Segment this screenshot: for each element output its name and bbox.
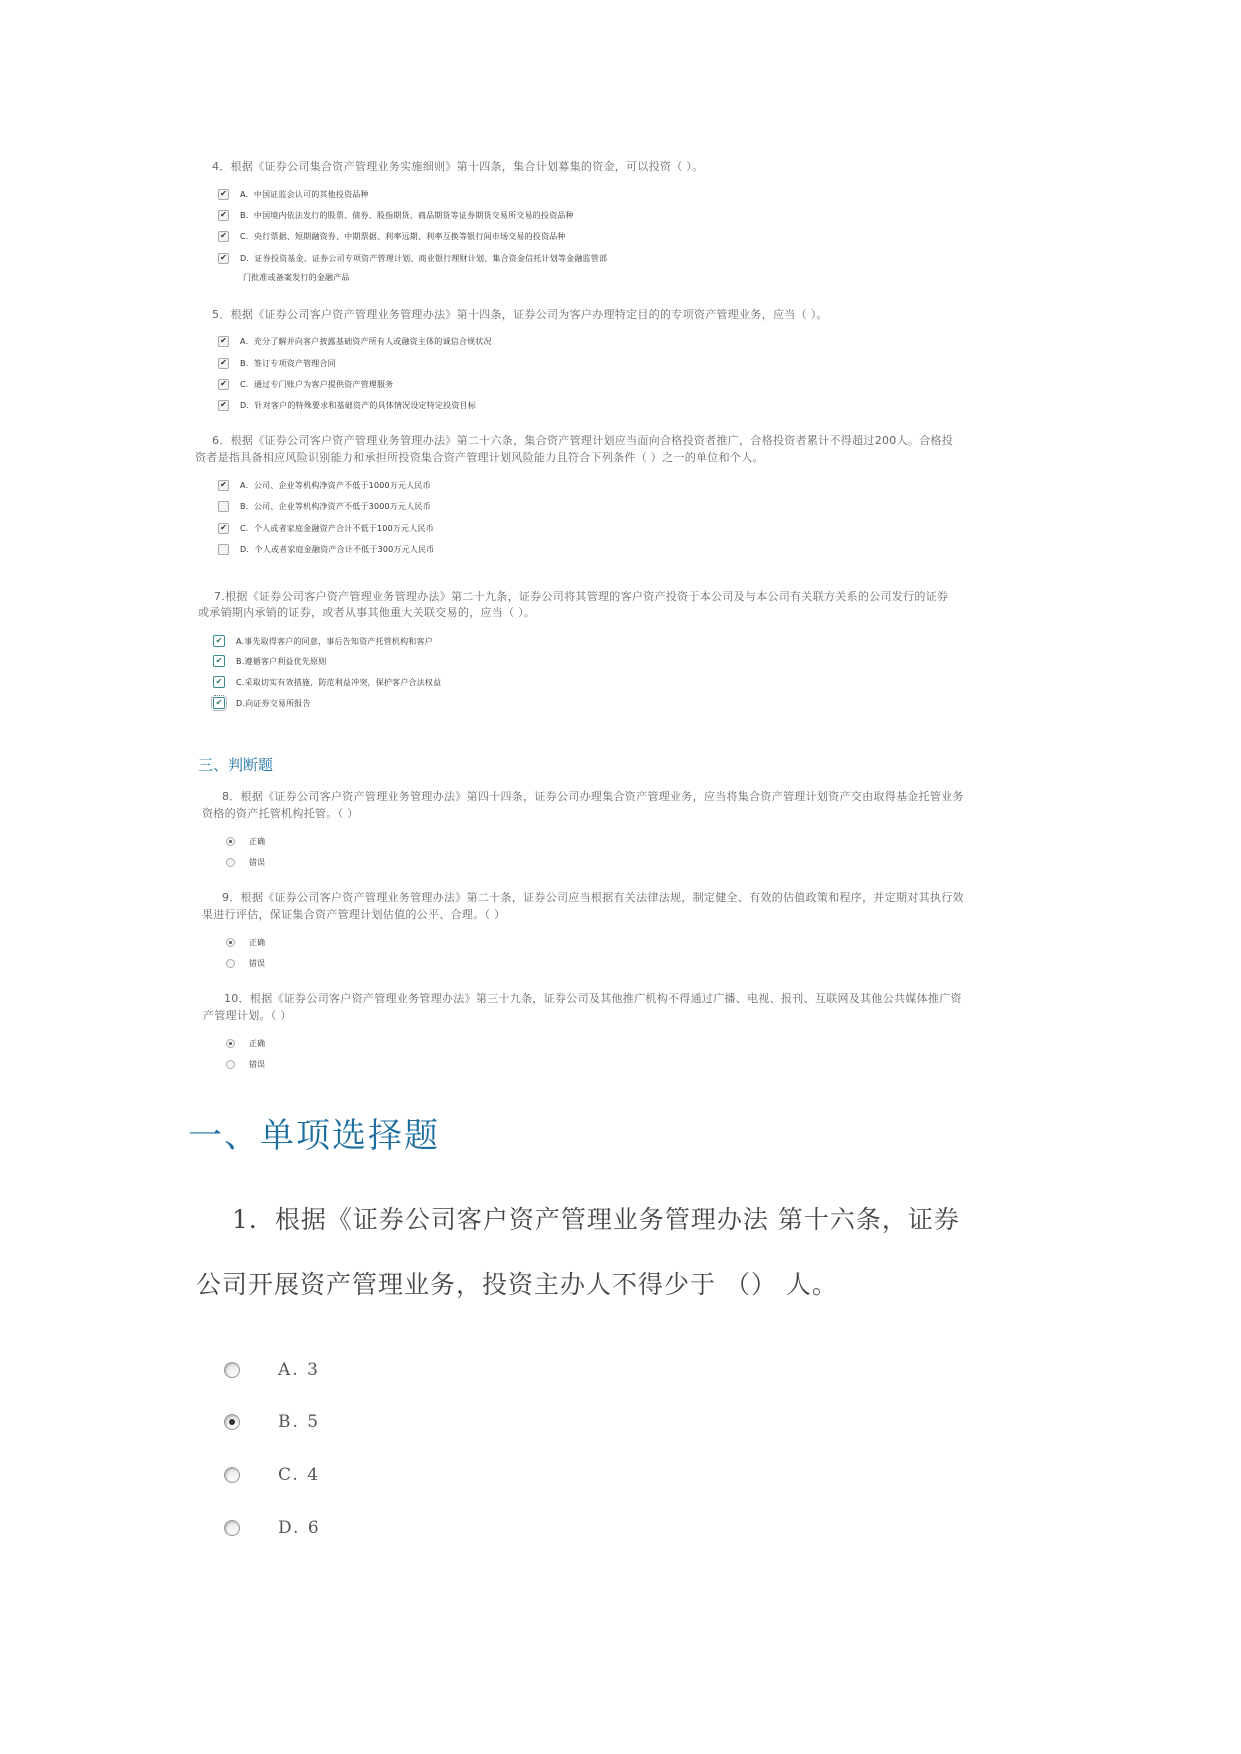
option-label: D．针对客户的特殊要求和基础资产的具体情况设定特定投资目标 — [240, 400, 476, 410]
option-label: B.遵循客户利益优先原则 — [236, 656, 327, 666]
option-label: C. 4 — [278, 1465, 321, 1485]
radio-selected-icon[interactable] — [226, 938, 235, 947]
radio-unselected-icon[interactable] — [226, 858, 235, 867]
question-1-stem-line2: 公司开展资产管理业务，投资主办人不得少于 （） 人。 — [196, 1270, 838, 1299]
checkbox-checked-icon[interactable] — [213, 676, 225, 688]
section-heading-judgement: 三、判断题 — [198, 756, 274, 774]
q7-option-d[interactable] — [213, 696, 311, 710]
question-9-stem-line2: 果进行评估，保证集合资产管理计划估值的公平、合理。（ ） — [202, 908, 506, 921]
checkbox-unchecked-icon[interactable] — [218, 544, 229, 555]
q10-option-false[interactable] — [226, 1057, 265, 1071]
checkbox-checked-focused-icon[interactable] — [213, 697, 225, 709]
q4-option-d-continuation: 门批准或备案发行的金融产品 — [243, 273, 350, 282]
option-label: C.采取切实有效措施，防范利益冲突，保护客户合法权益 — [236, 677, 442, 687]
q8-option-false[interactable] — [226, 855, 265, 869]
option-label: C．通过专门账户为客户提供资产管理服务 — [240, 379, 394, 389]
option-label: D.向证券交易所报告 — [236, 698, 311, 708]
checkbox-checked-icon[interactable] — [218, 336, 229, 347]
question-7-stem-line2: 或承销期内承销的证券，或者从事其他重大关联交易的，应当（ ）。 — [198, 606, 536, 619]
q7-option-a[interactable] — [213, 634, 433, 648]
checkbox-checked-icon[interactable] — [213, 635, 225, 647]
checkbox-unchecked-icon[interactable] — [218, 501, 229, 512]
q5-option-d[interactable] — [218, 398, 476, 412]
q8-option-true[interactable] — [226, 834, 265, 848]
q6-option-a[interactable] — [218, 478, 431, 492]
option-label: B．签订专项资产管理合同 — [240, 358, 336, 368]
option-label: 正确 — [249, 836, 265, 846]
question-8-stem-line2: 资格的资产托管机构托管。（ ） — [202, 807, 359, 820]
option-label: 错误 — [249, 857, 265, 867]
radio-selected-icon[interactable] — [226, 837, 235, 846]
option-label: C．央行票据、短期融资券、中期票据、利率远期、利率互换等银行间市场交易的投资品种 — [240, 231, 566, 241]
question-6-stem-line1: 6．根据《证券公司客户资产管理业务管理办法》第二十六条，集合资产管理计划应当面向合格投资者推广，合格投资者累计不得超过200人。合格投 — [212, 434, 954, 447]
checkbox-checked-icon[interactable] — [218, 189, 229, 200]
q9-option-true[interactable] — [226, 935, 265, 949]
option-label: A．充分了解并向客户披露基础资产所有人或融资主体的诚信合规状况 — [240, 336, 492, 346]
question-10-stem-line1: 10．根据《证券公司客户资产管理业务管理办法》第三十九条，证券公司及其他推广机构不得通过广播、电视、报刊、互联网及其他公共媒体推广资 — [224, 992, 962, 1005]
q7-option-c[interactable] — [213, 675, 441, 689]
checkbox-checked-icon[interactable] — [218, 253, 229, 264]
q5-option-c[interactable] — [218, 377, 393, 391]
q5-option-a[interactable] — [218, 334, 492, 348]
radio-selected-icon[interactable] — [226, 1039, 235, 1048]
option-label: A．中国证监会认可的其他投资品种 — [240, 189, 369, 199]
option-label: 错误 — [249, 958, 265, 968]
option-label: A.事先取得客户的同意，事后告知资产托管机构和客户 — [236, 636, 433, 646]
checkbox-checked-icon[interactable] — [213, 655, 225, 667]
option-label: 正确 — [249, 1038, 265, 1048]
radio-unselected-icon[interactable] — [226, 959, 235, 968]
question-5-stem: 5．根据《证券公司客户资产管理业务管理办法》第十四条，证券公司为客户办理特定目的的专项资产管理业务，应当（ ）。 — [212, 308, 828, 321]
question-1-stem-line1: 1．根据《证券公司客户资产管理业务管理办法 第十六条，证券 — [232, 1205, 960, 1234]
radio-unselected-icon[interactable] — [224, 1362, 240, 1378]
question-6-stem-line2: 资者是指具备相应风险识别能力和承担所投资集合资产管理计划风险能力且符合下列条件（ ）之一的单位和个人。 — [195, 451, 764, 464]
q4-option-b[interactable] — [218, 208, 574, 222]
checkbox-checked-icon[interactable] — [218, 379, 229, 390]
q7-option-b[interactable] — [213, 654, 326, 668]
option-label: D．证券投资基金、证券公司专项资产管理计划、商业银行理财计划、集合资金信托计划等金融监管部 — [240, 253, 608, 263]
q6-option-c[interactable] — [218, 521, 434, 535]
q4-option-d[interactable] — [218, 251, 607, 265]
question-9-stem-line1: 9．根据《证券公司客户资产管理业务管理办法》第二十条，证券公司应当根据有关法律法规，制定健全、有效的估值政策和程序，并定期对其执行效 — [222, 891, 964, 904]
q1-option-c[interactable] — [224, 1465, 320, 1485]
option-label: B. 5 — [278, 1412, 321, 1432]
checkbox-checked-icon[interactable] — [218, 480, 229, 491]
q5-option-b[interactable] — [218, 356, 336, 370]
option-label: A．公司、企业等机构净资产不低于1000万元人民币 — [240, 480, 431, 490]
checkbox-checked-icon[interactable] — [218, 210, 229, 221]
option-label: B．公司、企业等机构净资产不低于3000万元人民币 — [240, 501, 431, 511]
option-label: D．个人或者家庭金融资产合计不低于300万元人民币 — [240, 544, 435, 554]
checkbox-checked-icon[interactable] — [218, 400, 229, 411]
checkbox-checked-icon[interactable] — [218, 231, 229, 242]
q1-option-d[interactable] — [224, 1518, 321, 1538]
radio-selected-icon[interactable] — [224, 1414, 240, 1430]
radio-unselected-icon[interactable] — [224, 1467, 240, 1483]
option-label: A. 3 — [278, 1360, 320, 1380]
option-label: D. 6 — [278, 1518, 321, 1538]
q10-option-true[interactable] — [226, 1036, 265, 1050]
question-4-stem: 4．根据《证券公司集合资产管理业务实施细则》第十四条，集合计划募集的资金，可以投资（ ）。 — [212, 160, 704, 173]
option-label: C．个人或者家庭金融资产合计不低于100万元人民币 — [240, 523, 434, 533]
q1-option-b[interactable] — [224, 1412, 320, 1432]
question-10-stem-line2: 产管理计划。（ ） — [203, 1009, 292, 1022]
q4-option-c[interactable] — [218, 229, 566, 243]
section-heading-single-choice: 一、单项选择题 — [188, 1116, 440, 1156]
q1-option-a[interactable] — [224, 1360, 320, 1380]
radio-unselected-icon[interactable] — [224, 1520, 240, 1536]
checkbox-checked-icon[interactable] — [218, 358, 229, 369]
q4-option-a[interactable] — [218, 187, 369, 201]
q9-option-false[interactable] — [226, 956, 265, 970]
option-label: B．中国境内依法发行的股票、债券、股指期货、商品期货等证券期货交易所交易的投资品种 — [240, 210, 574, 220]
question-8-stem-line1: 8．根据《证券公司客户资产管理业务管理办法》第四十四条，证券公司办理集合资产管理业务，应当将集合资产管理计划资产交由取得基金托管业务 — [222, 790, 964, 803]
option-label: 错误 — [249, 1059, 265, 1069]
checkbox-checked-icon[interactable] — [218, 523, 229, 534]
q6-option-d[interactable] — [218, 542, 434, 556]
q6-option-b[interactable] — [218, 499, 431, 513]
question-7-stem-line1: 7.根据《证券公司客户资产管理业务管理办法》第二十九条，证券公司将其管理的客户资产投资于本公司及与本公司有关联方关系的公司发行的证券 — [214, 590, 949, 603]
option-label: 正确 — [249, 937, 265, 947]
radio-unselected-icon[interactable] — [226, 1060, 235, 1069]
